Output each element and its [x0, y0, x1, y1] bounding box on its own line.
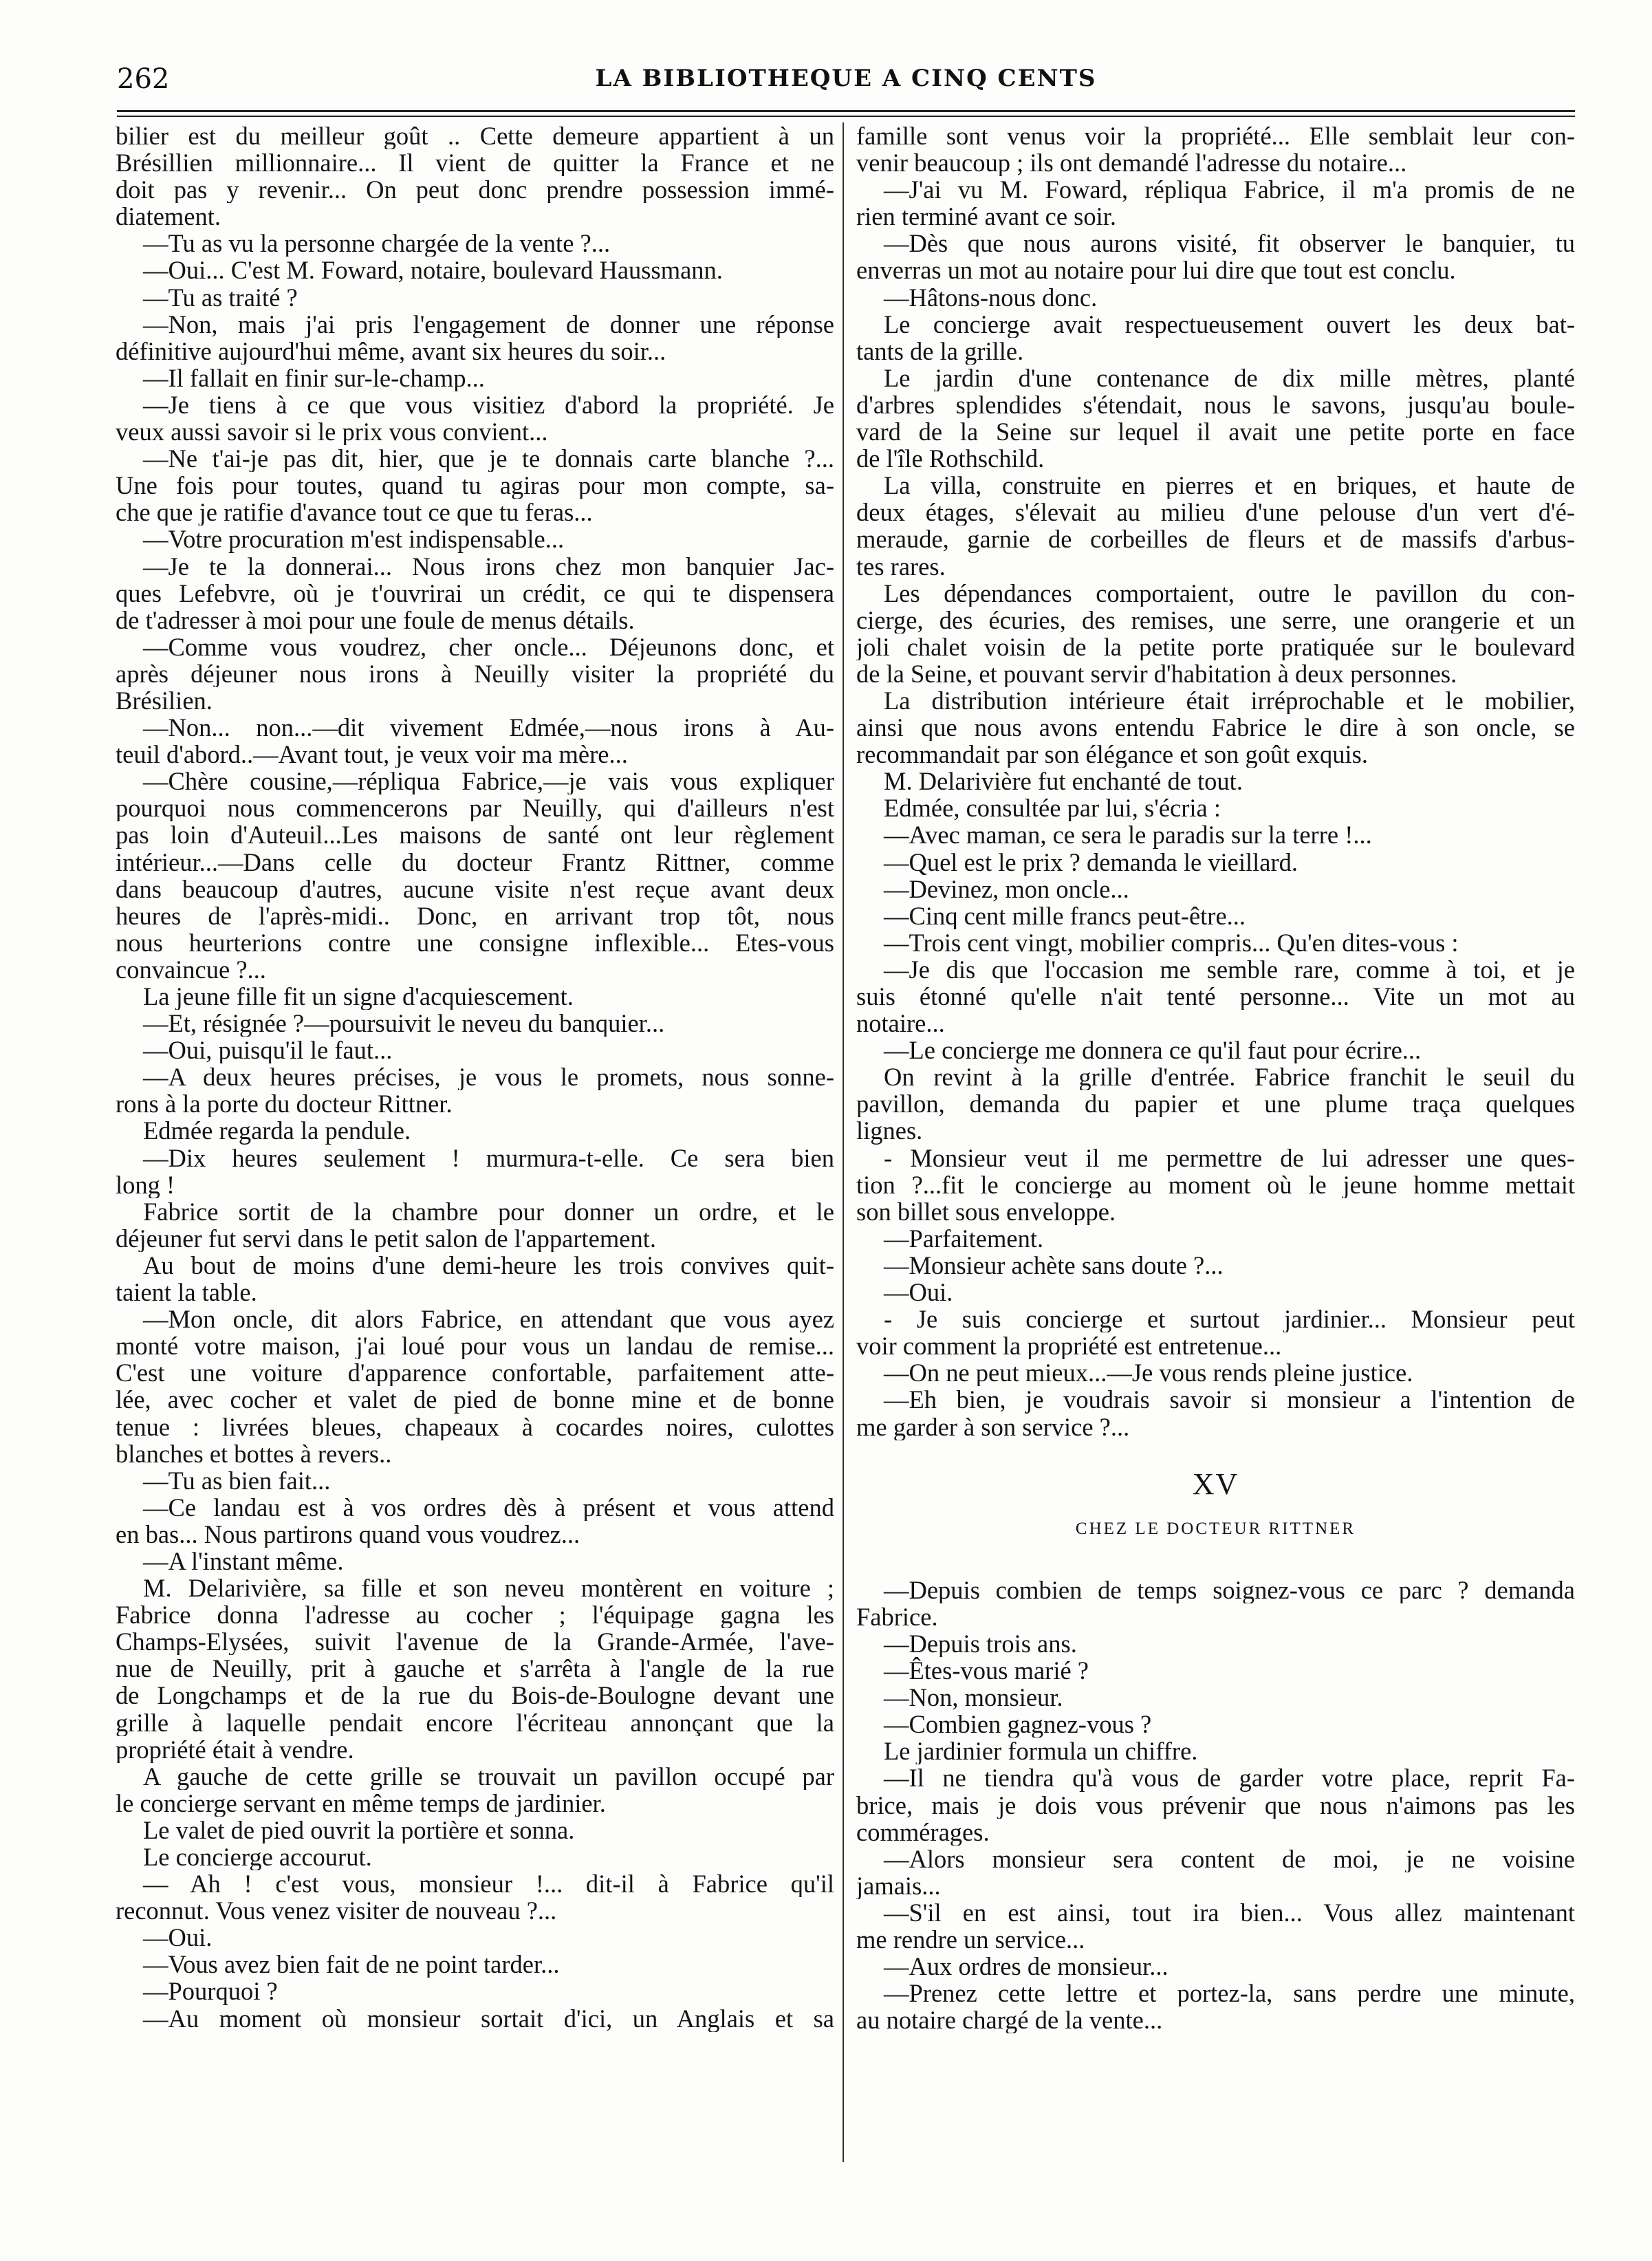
text-line: —On ne peut mieux...—Je vous rends pleine justice. [884, 1359, 1413, 1387]
text-line: —Et, résignée ?—poursuivit le neveu du banquier... [143, 1010, 665, 1037]
page-number: 262 [117, 63, 170, 95]
text-line: définitive aujourd'hui même, avant six heures du soir... [116, 337, 666, 365]
header-rule-thick [117, 110, 1575, 112]
text-line: - Je suis concierge et surtout jardinier... Monsieur peut [884, 1306, 1575, 1333]
text-line: reconnut. Vous venez visiter de nouveau ?... [116, 1897, 557, 1925]
text-line: Les dépendances comportaient, outre le pavillon du con- [884, 579, 1575, 607]
text-line: —Non... non...—dit vivement Edmée,—nous irons à Au- [143, 714, 834, 742]
text-line: —Le concierge me donnera ce qu'il faut pour écrire... [884, 1037, 1422, 1064]
text-line: joli chalet voisin de la petite porte pratiquée sur le boulevard [856, 633, 1575, 660]
text-line: diatement. [116, 203, 221, 230]
text-line: nous heurterions contre une consigne inflexible... Etes-vous [116, 929, 834, 956]
text-line: Le jardin d'une contenance de dix mille mètres, planté [884, 364, 1575, 391]
text-line: notaire... [856, 1010, 945, 1037]
text-line: blanches et bottes à revers.. [116, 1440, 392, 1467]
text-line: —Vous avez bien fait de ne point tarder... [143, 1951, 560, 1978]
text-line: Le concierge accourut. [143, 1843, 372, 1871]
text-line: —Cinq cent mille francs peut-être... [884, 902, 1246, 929]
text-line: au notaire chargé de la vente... [856, 2006, 1163, 2034]
right-text-column [856, 122, 1575, 2033]
text-line: —Chère cousine,—répliqua Fabrice,—je vais vous expliquer [143, 768, 834, 795]
text-line: —Au moment où monsieur sortait d'ici, un Anglais et sa [143, 2004, 834, 2032]
text-line: ainsi que nous avons entendu Fabrice le dire à son oncle, se [856, 714, 1575, 742]
text-line: —Quel est le prix ? demanda le vieillard. [884, 848, 1298, 876]
text-line: —Pourquoi ? [143, 1978, 278, 2005]
text-line: de la Seine, et pouvant servir d'habitation à deux personnes. [856, 660, 1457, 687]
text-line: —J'ai vu M. Foward, répliqua Fabrice, il m'a promis de ne [884, 176, 1575, 204]
text-line: On revint à la grille d'entrée. Fabrice franchit le seuil du [884, 1063, 1575, 1091]
text-line: Le valet de pied ouvrit la portière et sonna. [143, 1816, 575, 1843]
text-line: teuil d'abord..—Avant tout, je veux voir ma mère... [116, 741, 628, 768]
text-line: tants de la grille. [856, 337, 1024, 365]
text-line: —Non, monsieur. [884, 1684, 1063, 1711]
text-line: —Trois cent vingt, mobilier compris... Qu'en dites-vous : [884, 929, 1459, 956]
page-header [117, 63, 1575, 105]
text-line: tes rares. [856, 552, 946, 580]
text-line: venir beaucoup ; ils ont demandé l'adresse du notaire... [856, 149, 1407, 177]
text-line: suis étonné qu'elle n'ait tenté personne... Vite un mot au [856, 983, 1575, 1010]
text-line: —Oui... C'est M. Foward, notaire, boulevard Haussmann. [143, 257, 723, 284]
text-line: —Oui, puisqu'il le faut... [143, 1037, 393, 1064]
text-line: che que je ratifie d'avance tout ce que tu feras... [116, 499, 593, 526]
text-line: —Alors monsieur sera content de moi, je ne voisine [884, 1845, 1575, 1872]
text-line: —Comme vous voudrez, cher oncle... Déjeunons donc, et [143, 633, 834, 660]
text-line: —Eh bien, je voudrais savoir si monsieur a l'intention de [884, 1386, 1575, 1414]
text-line: Au bout de moins d'une demi-heure les trois convives quit- [143, 1251, 834, 1279]
text-line: —Tu as traité ? [143, 283, 298, 311]
text-line: —Depuis combien de temps soignez-vous ce parc ? demanda [884, 1576, 1575, 1603]
text-line: M. Delarivière, sa fille et son neveu montèrent en voiture ; [143, 1575, 834, 1602]
right-column-text-after-chapter [856, 1577, 1575, 2034]
text-line: —Monsieur achète sans doute ?... [884, 1251, 1224, 1279]
text-line: monté votre maison, j'ai loué pour vous un landau de remise... [116, 1332, 834, 1360]
text-line: après déjeuner nous irons à Neuilly visiter la propriété du [116, 660, 834, 687]
text-line: —Depuis trois ans. [884, 1630, 1077, 1658]
text-line: —Je dis que l'occasion me semble rare, comme à toi, et je [884, 955, 1575, 983]
text-line: pas loin d'Auteuil...Les maisons de santé ont leur règlement [116, 821, 834, 849]
text-line: cierge, des écuries, des remises, une serre, une orangerie et un [856, 606, 1575, 634]
text-line: —Je tiens à ce que vous visitiez d'abord la propriété. Je [143, 391, 834, 419]
running-title: LA BIBLIOTHEQUE A CINQ CENTS [595, 65, 1097, 92]
text-line: Edmée, consultée par lui, s'écria : [884, 794, 1221, 822]
column-divider [843, 122, 844, 2162]
text-line: d'arbres splendides s'étendait, nous le savons, jusqu'au boule- [856, 391, 1575, 419]
text-line: veux aussi savoir si le prix vous convient... [116, 418, 548, 446]
text-line: jamais... [856, 1872, 941, 1899]
text-line: heures de l'après-midi.. Donc, en arrivant trop tôt, nous [116, 902, 834, 929]
text-line: La distribution intérieure était irréprochable et le mobilier, [884, 686, 1575, 715]
text-line: commérages. [856, 1818, 990, 1846]
text-line: rien terminé avant ce soir. [856, 203, 1117, 230]
text-line: —Prenez cette lettre et portez-la, sans perdre une minute, [884, 1980, 1575, 2007]
text-line: doit pas y revenir... On peut donc prendre possession immé- [116, 176, 834, 204]
text-line: —Dix heures seulement ! murmura-t-elle. Ce sera bien [143, 1144, 834, 1171]
text-line: —Il ne tiendra qu'à vous de garder votre place, reprit Fa- [884, 1764, 1575, 1792]
text-line: recommandait par son élégance et son goût exquis. [856, 741, 1368, 768]
text-line: Fabrice donna l'adresse au cocher ; l'équipage gagna les [116, 1601, 834, 1629]
text-line: son billet sous enveloppe. [856, 1198, 1116, 1225]
text-line: —Votre procuration m'est indispensable... [143, 526, 565, 553]
text-line: Edmée regarda la pendule. [143, 1117, 411, 1145]
text-line: —Dès que nous aurons visité, fit observer le banquier, tu [884, 230, 1575, 257]
text-line: nue de Neuilly, prit à gauche et s'arrêta à l'angle de la rue [116, 1655, 834, 1683]
text-line: —Combien gagnez-vous ? [884, 1711, 1152, 1738]
text-line: deux étages, s'élevait au milieu d'une pelouse d'un vert d'é- [856, 499, 1575, 526]
text-line: de l'île Rothschild. [856, 445, 1045, 473]
text-line: Le jardinier formula un chiffre. [884, 1738, 1198, 1765]
text-line: grille à laquelle pendait encore l'écriteau annonçant que la [116, 1709, 834, 1736]
text-line: brice, mais je dois vous prévenir que nous n'aimons pas les [856, 1791, 1575, 1819]
text-line: La jeune fille fit un signe d'acquiescement. [143, 983, 574, 1010]
text-line: dans beaucoup d'autres, aucune visite n'est reçue avant deux [116, 875, 834, 902]
text-line: C'est une voiture d'apparence confortable, parfaitement atte- [116, 1359, 834, 1387]
text-line: —S'il en est ainsi, tout ira bien... Vous allez maintenant [884, 1898, 1575, 1926]
text-line: —Hâtons-nous donc. [884, 283, 1098, 311]
text-line: tenue : livrées bleues, chapeaux à cocardes noires, culottes [116, 1413, 834, 1440]
text-line: me rendre un service... [856, 1926, 1085, 1954]
text-line: bilier est du meilleur goût .. Cette demeure appartient à un [116, 122, 834, 150]
text-line: me garder à son service ?... [856, 1413, 1130, 1440]
text-line: lignes. [856, 1117, 923, 1145]
text-line: propriété était à vendre. [116, 1735, 354, 1763]
text-line: —Êtes-vous marié ? [884, 1657, 1089, 1685]
text-line: —Tu as vu la personne chargée de la vente ?... [143, 230, 611, 257]
text-line: —Tu as bien fait... [143, 1467, 331, 1494]
text-line: pavillon, demanda du papier et une plume traça quelques [856, 1090, 1575, 1118]
text-line: —Devinez, mon oncle... [884, 875, 1129, 902]
text-line: —A l'instant même. [143, 1547, 344, 1575]
text-line: intérieur...—Dans celle du docteur Frantz Rittner, comme [116, 848, 834, 876]
text-line: Le concierge avait respectueusement ouvert les deux bat- [884, 310, 1575, 338]
text-line: enverras un mot au notaire pour lui dire que tout est conclu. [856, 257, 1456, 284]
text-line: - Monsieur veut il me permettre de lui adresser une ques- [884, 1144, 1575, 1171]
text-line: A gauche de cette grille se trouvait un pavillon occupé par [143, 1762, 834, 1790]
text-line: —Il fallait en finir sur-le-champ... [143, 364, 485, 391]
text-line: —Ne t'ai-je pas dit, hier, que je te donnais carte blanche ?... [143, 445, 834, 473]
text-line: —Non, mais j'ai pris l'engagement de donner une réponse [143, 310, 834, 338]
chapter-number: XV [1192, 1470, 1239, 1497]
text-line: —Mon oncle, dit alors Fabrice, en attendant que vous ayez [143, 1306, 834, 1333]
text-line: de t'adresser à moi pour une foule de menus détails. [116, 606, 635, 634]
text-line: —Oui. [884, 1279, 953, 1306]
text-line: —Avec maman, ce sera le paradis sur la terre !... [884, 821, 1372, 849]
text-line: Brésilien. [116, 686, 213, 715]
text-line: déjeuner fut servi dans le petit salon de l'appartement. [116, 1224, 656, 1252]
text-line: — Ah ! c'est vous, monsieur !... dit-il à Fabrice qu'il [143, 1870, 834, 1898]
text-line: long ! [116, 1171, 175, 1198]
text-line: Une fois pour toutes, quand tu agiras pour mon compte, sa- [116, 472, 834, 499]
text-line: Fabrice. [856, 1603, 938, 1630]
text-line: convaincue ?... [116, 955, 266, 983]
text-line: Fabrice sortit de la chambre pour donner un ordre, et le [143, 1198, 834, 1225]
text-line: Champs-Elysées, suivit l'avenue de la Grande-Armée, l'ave- [116, 1628, 834, 1656]
text-line: taient la table. [116, 1279, 257, 1306]
text-line: le concierge servant en même temps de jardinier. [116, 1789, 606, 1817]
text-line: tion ?...fit le concierge au moment où le jeune homme mettait [856, 1171, 1575, 1198]
text-line: Brésillien millionnaire... Il vient de quitter la France et ne [116, 149, 834, 177]
text-line: La villa, construite en pierres et en briques, et haute de [884, 472, 1575, 499]
text-line: M. Delarivière fut enchanté de tout. [884, 768, 1243, 795]
header-rule-thin [117, 116, 1575, 117]
left-text-column [116, 122, 834, 2032]
text-line: ques Lefebvre, où je t'ouvrirai un crédit, ce qui te dispensera [116, 579, 834, 607]
text-line: pourquoi nous commencerons par Neuilly, qui d'ailleurs n'est [116, 794, 834, 822]
text-line: voir comment la propriété est entretenue... [856, 1332, 1282, 1360]
text-line: —Ce landau est à vos ordres dès à présent et vous attend [143, 1493, 834, 1521]
text-line: —Aux ordres de monsieur... [884, 1953, 1169, 1980]
text-line: famille sont venus voir la propriété... Elle semblait leur con- [856, 122, 1575, 150]
text-line: vard de la Seine sur lequel il avait une petite porte en face [856, 418, 1575, 446]
text-line: de Longchamps et de la rue du Bois-de-Boulogne devant une [116, 1682, 834, 1709]
text-line: —Je te la donnerai... Nous irons chez mon banquier Jac- [143, 552, 834, 580]
text-line: —Oui. [143, 1924, 213, 1951]
text-line: —Parfaitement. [884, 1224, 1044, 1252]
text-line: lée, avec cocher et valet de pied de bonne mine et de bonne [116, 1386, 834, 1414]
right-column-text-before-chapter [856, 122, 1575, 1440]
text-line: meraude, garnie de corbeilles de fleurs et de massifs d'arbus- [856, 526, 1575, 553]
text-line: rons à la porte du docteur Rittner. [116, 1090, 453, 1118]
chapter-title: CHEZ LE DOCTEUR RITTNER [1075, 1519, 1356, 1538]
text-line: en bas... Nous partirons quand vous voudrez... [116, 1520, 580, 1548]
text-line: —A deux heures précises, je vous le promets, nous sonne- [143, 1063, 834, 1091]
